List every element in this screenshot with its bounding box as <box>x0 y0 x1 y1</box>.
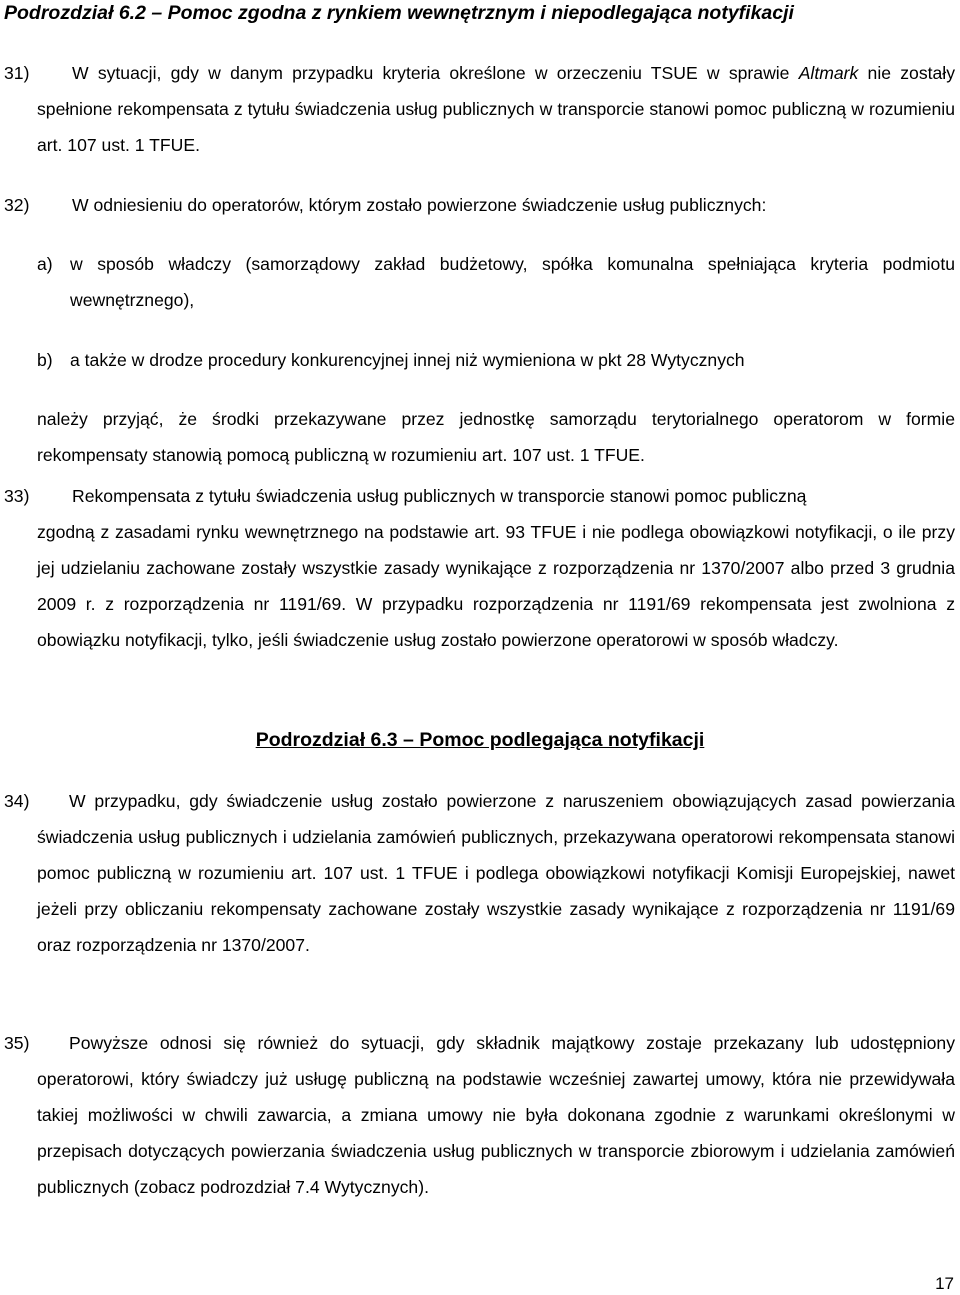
item-31-text <box>37 55 955 163</box>
item-35-number: 35) <box>4 1033 30 1053</box>
item-31-altmark: Altmark <box>798 63 859 83</box>
item-33-first-line: Rekompensata z tytułu świadczenia usług publicznych w transporcie stanowi pomoc publiczną <box>72 486 807 506</box>
item-32b-text: a także w drodze procedury konkurencyjnej innej niż wymieniona w pkt 28 Wytycznych <box>70 350 745 370</box>
item-31-text-end: nie zostały spełnione rekompensata z tytułu świadczenia usług publicznych w transporcie stanowi pomoc publiczną w rozumieniu art. 107 ust. 1 TFUE. <box>37 63 955 155</box>
item-32-intro: W odniesieniu do operatorów, którym zostało powierzone świadczenie usług publicznych: <box>72 195 767 215</box>
item-32-number: 32) <box>4 195 30 215</box>
item-31-text-start: W sytuacji, gdy w danym przypadku kryteria określone w orzeczeniu TSUE w sprawie <box>72 63 799 83</box>
item-34-number: 34) <box>4 791 30 811</box>
item-32b-label: b) <box>37 350 53 370</box>
subsection-title-6-2: Podrozdział 6.2 – Pomoc zgodna z rynkiem wewnętrznym i niepodlegająca notyfikacji <box>4 2 794 24</box>
page-number: 17 <box>935 1274 954 1293</box>
item-34-text: W przypadku, gdy świadczenie usług zostało powierzone z naruszeniem obowiązujących zasad powierzania świadczenia usług publicznych i udzielania zamówień publicznych, przekazywana operatorowi rekompensata stanowi pomoc publiczną w rozumieniu art. 107 ust. 1 TFUE i podlega obowiązkowi notyfikacji Komisji Europejskiej, nawet jeżeli przy obliczaniu rekompensaty zachowane zostały wszystkie zasady wynikające z rozporządzenia nr 1191/69 oraz rozporządzenia nr 1370/2007. <box>37 791 955 955</box>
subsection-title-6-3: Podrozdział 6.3 – Pomoc podlegająca notyfikacji <box>255 729 705 751</box>
item-33-number: 33) <box>4 486 30 506</box>
item-33-text: zgodną z zasadami rynku wewnętrznego na podstawie art. 93 TFUE i nie podlega obowiązkowi notyfikacji, o ile przy jej udzielaniu zachowane zostały wszystkie zasady wynikające z rozporządzenia nr 1370/2007 albo przed 3 grudnia 2009 r. z rozporządzenia nr 1191/69. W przypadku rozporządzenia nr 1191/69 rekompensata jest zwolniona z obowiązku notyfikacji, tylko, jeśli świadczenie usług zostało powierzone operatorowi w sposób władczy. <box>37 522 955 650</box>
item-32a-label: a) <box>37 254 53 274</box>
item-31-number: 31) <box>4 63 30 83</box>
item-32a-text: w sposób władczy (samorządowy zakład budżetowy, spółka komunalna spełniająca kryteria podmiotu wewnętrznego), <box>70 254 955 310</box>
item-35-text: Powyższe odnosi się również do sytuacji, gdy składnik majątkowy zostaje przekazany lub udostępniony operatorowi, który świadczy już usługę publiczną na podstawie wcześniej zawartej umowy, która nie przewidywała takiej możliwości w chwili zawarcia, a zmiana umowy nie była dokonana zgodnie z warunkami określonymi w przepisach dotyczących powierzania świadczenia usług publicznych w transporcie zbiorowym i udzielania zamówień publicznych (zobacz podrozdział 7.4 Wytycznych). <box>37 1033 955 1197</box>
item-32-conclusion: należy przyjąć, że środki przekazywane przez jednostkę samorządu terytorialnego operatorom w formie rekompensaty stanowią pomocą publiczną w rozumieniu art. 107 ust. 1 TFUE. <box>37 409 955 465</box>
